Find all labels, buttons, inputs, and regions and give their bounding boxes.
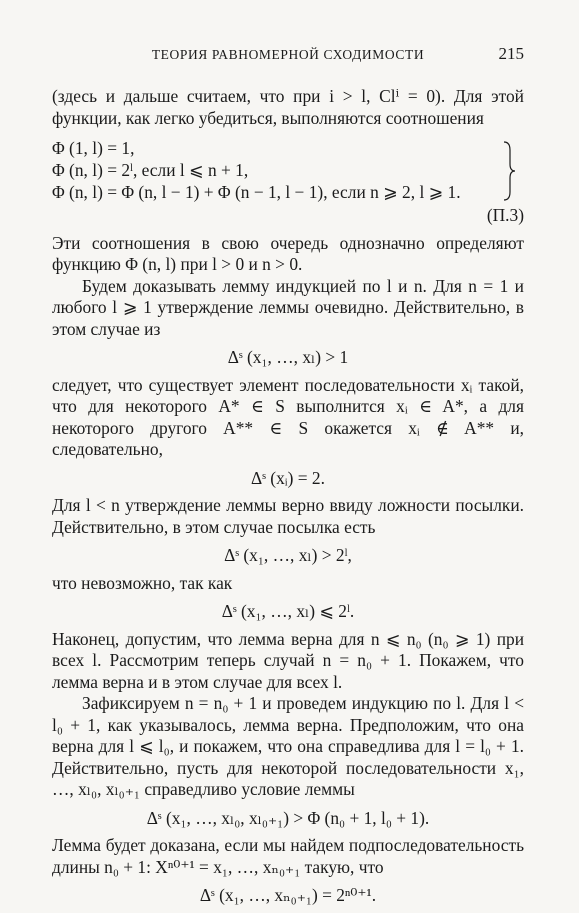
equation-line-2: Φ (n, l) = 2ˡ, если l ⩽ n + 1, — [52, 160, 249, 180]
formula-1: Δˢ (x₁, …, xₗ) > 1 — [227, 347, 349, 367]
paragraph-6: что невозможно, так как — [52, 572, 233, 593]
formula-5: Δˢ (x₁, …, xₗ₀, xₗ₀₊₁) > Φ (n₀ + 1, l₀ + 1). — [146, 807, 430, 828]
running-title: ТЕОРИЯ РАВНОМЕРНОЙ СХОДИМОСТИ — [151, 47, 425, 62]
paragraph-3: Будем доказывать лемму индукцией по l и n. Для n = 1 и любого l ⩾ 1 утверждение леммы очевидно. Действительно, в этом случае из — [52, 275, 524, 339]
formula-6: Δˢ (x₁, …, xₙ₀₊₁) = 2ⁿ⁰⁺¹. — [199, 885, 377, 905]
equation-line-3: Φ (n, l) = Φ (n, l − 1) + Φ (n − 1, l − 1), если n ⩾ 2, l ⩾ 1. — [52, 182, 461, 202]
paragraph-9: Лемма будет доказана, если мы найдем подпоследовательность длины n₀ + 1: Xⁿ⁰⁺¹ = x₁, …, xₙ₀₊₁ такую, что — [52, 835, 524, 877]
page-body — [52, 86, 524, 913]
formula-4: Δˢ (x₁, …, xₗ) ⩽ 2ˡ. — [221, 601, 355, 621]
equation-line-1: Φ (1, l) = 1, — [52, 138, 135, 158]
paragraph-5: Для l < n утверждение леммы верно ввиду ложности посылки. Действительно, в этом случае посылка есть — [52, 495, 524, 537]
paragraph-4: следует, что существует элемент последовательности xᵢ такой, что для некоторого A* ∈ S выполнится xᵢ ∈ A*, а для некоторого другого A** ∈ S окажется xᵢ ∉ A** и, следовательно, — [52, 374, 524, 459]
paragraph-1: (здесь и дальше считаем, что при i > l, Clⁱ = 0). Для этой функции, как легко убедиться, выполняются соотношения — [52, 86, 524, 128]
formula-2: Δˢ (xᵢ) = 2. — [251, 467, 325, 488]
page-number: 215 — [498, 44, 524, 63]
page-header — [52, 42, 524, 66]
equation-number: (П.3) — [486, 205, 524, 225]
paragraph-2: Эти соотношения в свою очередь однозначно определяют функцию Φ (n, l) при l > 0 и n > 0. — [52, 232, 524, 274]
right-brace-icon — [502, 140, 516, 202]
paragraph-7: Наконец, допустим, что лемма верна для n ⩽ n₀ (n₀ ⩾ 1) при всех l. Рассмотрим теперь случай n = n₀ + 1. Покажем, что лемма верна и в этом случае для всех l. — [52, 628, 524, 692]
equation-system — [52, 137, 524, 203]
paragraph-8: Зафиксируем n = n₀ + 1 и проведем индукцию по l. Для l < l₀ + 1, как указывалось, лемма верна. Предположим, что она верна для l ⩽ l₀, и покажем, что она справедлива для l = l₀ + 1. Действительно, пусть для некоторой последовательности x₁, …, xₗ₀, xₗ₀₊₁ справедливо условие леммы — [52, 693, 524, 799]
formula-3: Δˢ (x₁, …, xₗ) > 2ˡ, — [224, 545, 352, 565]
